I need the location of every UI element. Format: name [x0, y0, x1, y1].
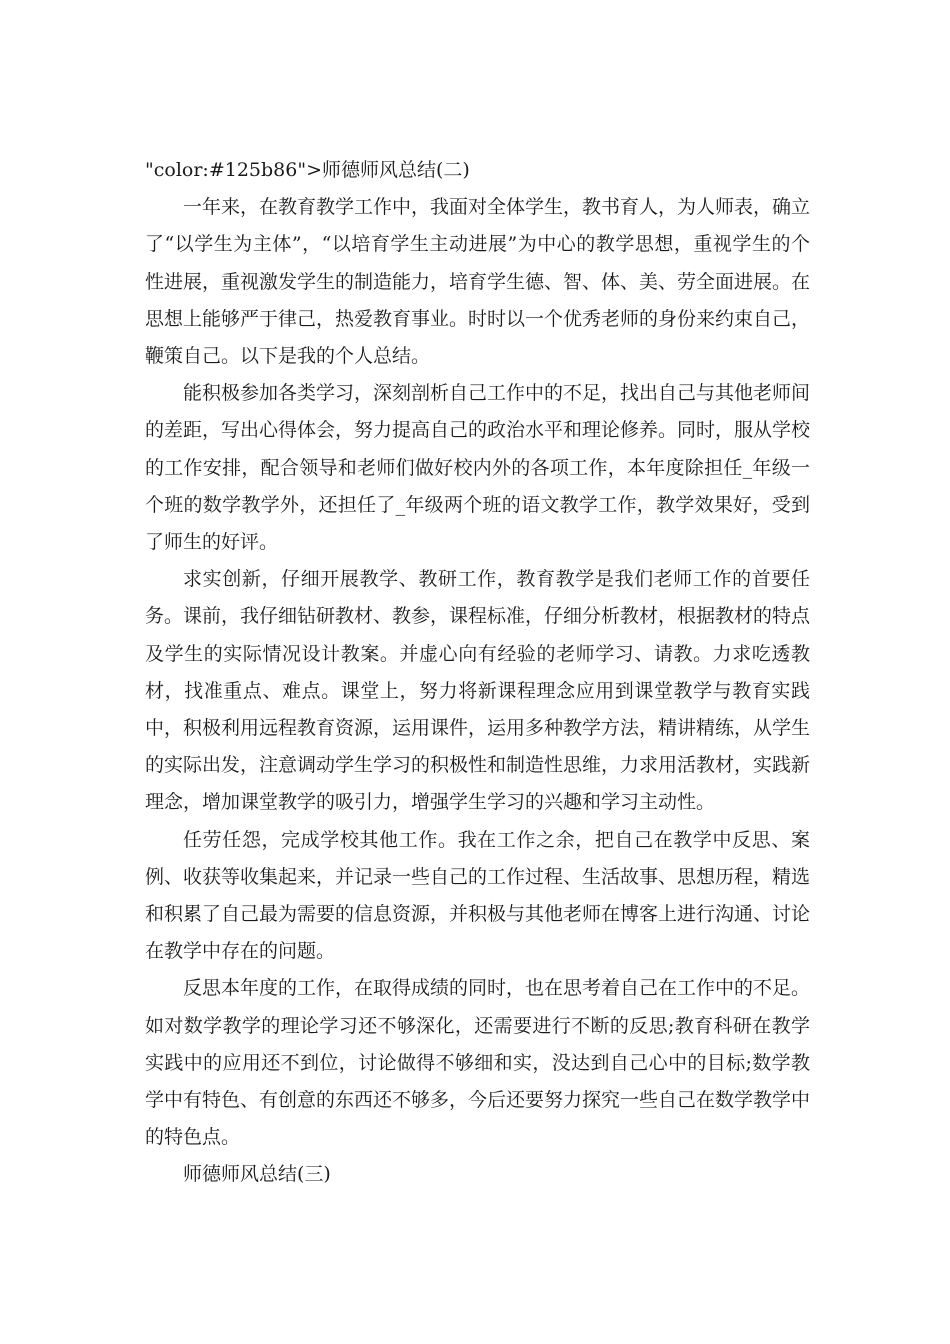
body-paragraph: 反思本年度的工作，在取得成绩的同时，也在思考着自己在工作中的不足。如对数学教学的理论学习还不够深化，还需要进行不断的反思;教育科研在教学实践中的应用还不到位，讨论做得不够细和实，没达到自己心中的目标;数学教学中有特色、有创意的东西还不够多，今后还要努力探究一些自己在数学教学中的特色点。: [145, 977, 811, 1149]
document-page: [145, 152, 810, 1194]
body-paragraph: 求实创新，仔细开展教学、教研工作，教育教学是我们老师工作的首要任务。课前，我仔细钻研教材、教参，课程标准，仔细分析教材，根据教材的特点及学生的实际情况设计教案。并虚心向有经验的老师学习、请教。力求吃透教材，找准重点、难点。课堂上，努力将新课程理念应用到课堂教学与教育实践中，积极利用远程教育资源，运用课件，运用多种教学方法，精讲精练，从学生的实际出发，注意调动学生学习的积极性和制造性思维，力求用活教材，实践新理念，增加课堂教学的吸引力，增强学生学习的兴趣和学习主动性。: [145, 568, 811, 814]
body-paragraph: 一年来，在教育教学工作中，我面对全体学生，教书育人，为人师表，确立了“以学生为主体”，“以培育学生主动进展”为中心的教学思想，重视学生的个性进展，重视激发学生的制造能力，培育学生德、智、体、美、劳全面进展。在思想上能够严于律己，热爱教育事业。时时以一个优秀老师的身份来约束自己，鞭策自己。以下是我的个人总结。: [145, 196, 811, 368]
section-heading: "color:#125b86">师德师风总结(二): [145, 159, 470, 181]
section-heading: 师德师风总结(三): [183, 1163, 331, 1186]
body-paragraph: 任劳任怨，完成学校其他工作。我在工作之余，把自己在教学中反思、案例、收获等收集起来，并记录一些自己的工作过程、生活故事、思想历程，精选和积累了自己最为需要的信息资源，并积极与其他老师在博客上进行沟通、讨论在教学中存在的问题。: [145, 828, 811, 963]
body-paragraph: 能积极参加各类学习，深刻剖析自己工作中的不足，找出自己与其他老师间的差距，写出心得体会，努力提高自己的政治水平和理论修养。同时，服从学校的工作安排，配合领导和老师们做好校内外的各项工作，本年度除担任_年级一个班的数学教学外，还担任了_年级两个班的语文教学工作，教学效果好，受到了师生的好评。: [145, 382, 811, 554]
